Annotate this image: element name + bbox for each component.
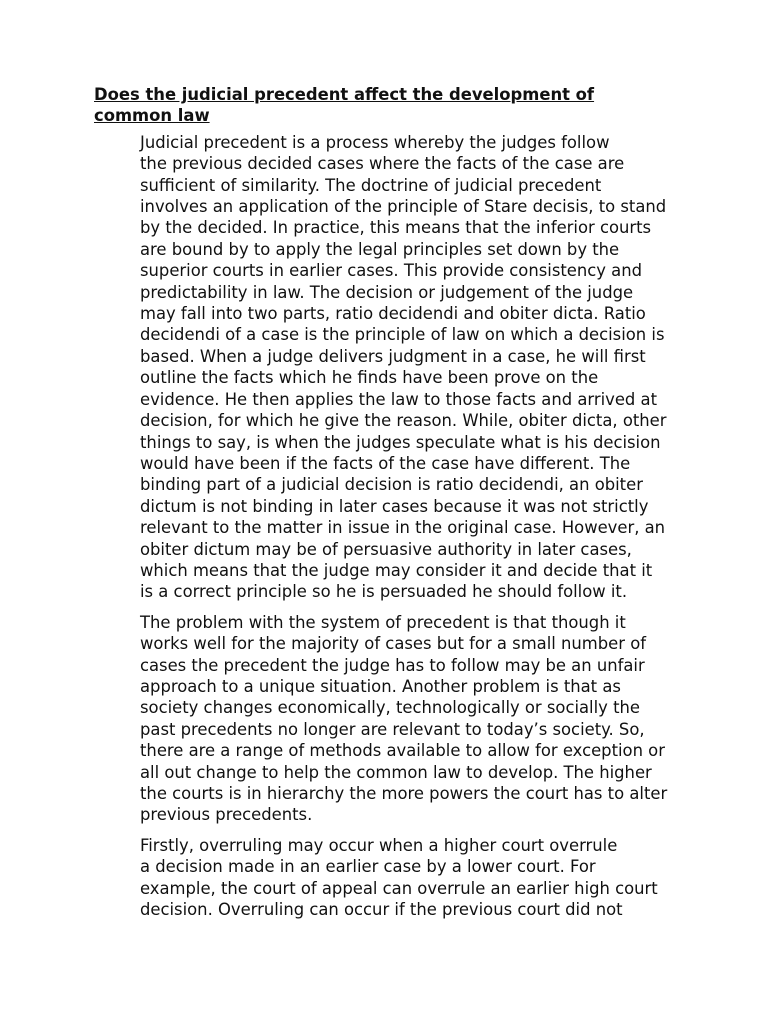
text-line: outline the facts which he finds have been prove on the bbox=[140, 368, 599, 388]
text-line: which means that the judge may consider it and decide that it bbox=[140, 560, 653, 580]
text-line: works well for the majority of cases but for a small number of bbox=[140, 634, 647, 654]
text-line: may fall into two parts, ratio decidendi and obiter dicta. Ratio bbox=[140, 304, 646, 324]
text-line: Judicial precedent is a process whereby the judges follow bbox=[140, 132, 610, 152]
text-line: The problem with the system of precedent is that though it bbox=[140, 612, 626, 632]
text-line: past precedents no longer are relevant to today’s society. So, bbox=[140, 719, 645, 739]
text-line: decision. Overruling can occur if the previous court did not bbox=[140, 900, 623, 920]
text-line: there are a range of methods available to allow for exception or bbox=[140, 741, 665, 761]
paragraph-overruling bbox=[94, 835, 694, 921]
text-line: the courts is in hierarchy the more powers the court has to alter bbox=[140, 784, 668, 803]
text-line: are bound by to apply the legal principles set down by the bbox=[140, 239, 620, 259]
title-line: Does the judicial precedent affect the development of bbox=[94, 85, 595, 104]
text-line: by the decided. In practice, this means that the inferior courts bbox=[140, 218, 652, 238]
text-line: the previous decided cases where the facts of the case are bbox=[140, 154, 625, 174]
text-line: sufficient of similarity. The doctrine of judicial precedent bbox=[140, 175, 602, 195]
paragraph-problem-with-precedent bbox=[94, 612, 694, 826]
text-line: things to say, is when the judges speculate what is his decision bbox=[140, 432, 661, 452]
paragraph-judicial-precedent bbox=[94, 132, 694, 603]
text-line: is a correct principle so he is persuaded he should follow it. bbox=[140, 582, 628, 602]
text-line: would have been if the facts of the case have different. The bbox=[140, 453, 631, 473]
text-line: decidendi of a case is the principle of law on which a decision is bbox=[140, 325, 665, 345]
text-line: cases the precedent the judge has to follow may be an unfair bbox=[140, 655, 645, 675]
title-line: common law bbox=[94, 106, 210, 126]
text-line: obiter dictum may be of persuasive authority in later cases, bbox=[140, 539, 632, 559]
text-line: predictability in law. The decision or judgement of the judge bbox=[140, 282, 634, 302]
text-line: example, the court of appeal can overrule an earlier high court bbox=[140, 878, 658, 898]
text-line: decision, for which he give the reason. While, obiter dicta, other bbox=[140, 411, 667, 431]
text-line: evidence. He then applies the law to those facts and arrived at bbox=[140, 389, 658, 409]
text-line: relevant to the matter in issue in the original case. However, an bbox=[140, 518, 666, 538]
document-title bbox=[94, 84, 694, 127]
document-page bbox=[94, 84, 694, 929]
text-line: involves an application of the principle of Stare decisis, to stand bbox=[140, 197, 667, 217]
text-line: dictum is not binding in later cases because it was not strictly bbox=[140, 496, 649, 516]
text-line: approach to a unique situation. Another problem is that as bbox=[140, 676, 621, 696]
text-line: Firstly, overruling may occur when a higher court overrule bbox=[140, 835, 618, 855]
text-line: society changes economically, technologically or socially the bbox=[140, 698, 640, 718]
text-line: previous precedents. bbox=[140, 805, 313, 825]
text-line: a decision made in an earlier case by a lower court. For bbox=[140, 857, 596, 877]
text-line: superior courts in earlier cases. This provide consistency and bbox=[140, 261, 643, 281]
text-line: all out change to help the common law to develop. The higher bbox=[140, 762, 652, 782]
text-line: binding part of a judicial decision is ratio decidendi, an obiter bbox=[140, 475, 643, 495]
text-line: based. When a judge delivers judgment in a case, he will first bbox=[140, 346, 646, 366]
